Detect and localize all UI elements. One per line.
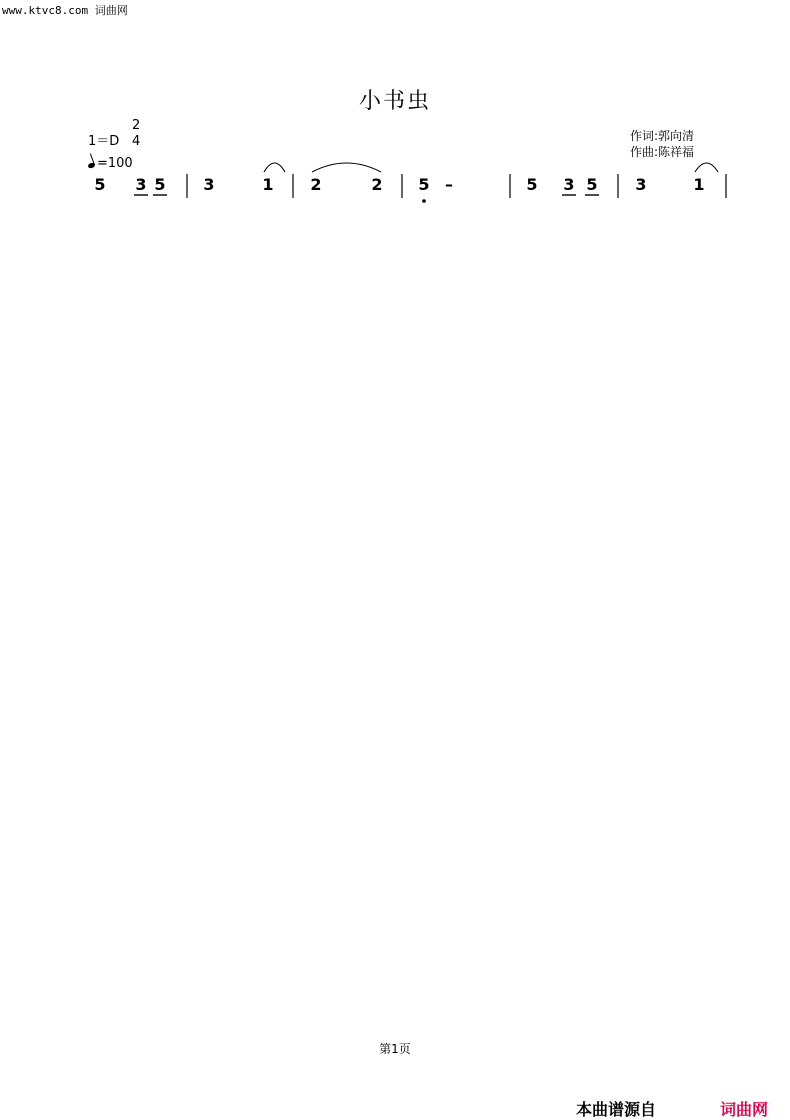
note: 2 bbox=[310, 175, 322, 194]
key-signature: 1＝D bbox=[88, 134, 120, 149]
meter-bottom: 4 bbox=[132, 134, 141, 149]
note: 3 bbox=[135, 175, 147, 194]
tempo-value: =100 bbox=[97, 156, 133, 171]
source-label: 本曲谱源自 bbox=[576, 1100, 657, 1119]
song-title: 小书虫 bbox=[358, 89, 431, 114]
page-number: 第1页 bbox=[379, 1042, 411, 1056]
dash-mark: – bbox=[445, 175, 453, 194]
note: 5 bbox=[586, 175, 598, 194]
source-brand: 词曲网 bbox=[720, 1100, 769, 1119]
note: 3 bbox=[203, 175, 215, 194]
lyricist-credit: 作词:郭向清 bbox=[630, 129, 695, 143]
slur bbox=[695, 163, 718, 172]
note: 3 bbox=[635, 175, 647, 194]
note: 2 bbox=[371, 175, 383, 194]
note: 1 bbox=[693, 175, 705, 194]
octave-dot bbox=[422, 199, 426, 203]
composer-credit: 作曲:陈祥福 bbox=[630, 145, 695, 159]
note: 5 bbox=[418, 175, 430, 194]
site-watermark: www.ktvc8.com 词曲网 bbox=[2, 4, 128, 17]
note: 5 bbox=[154, 175, 166, 194]
slur bbox=[264, 163, 285, 172]
note: 5 bbox=[94, 175, 106, 194]
note: 1 bbox=[262, 175, 274, 194]
slur bbox=[312, 163, 381, 172]
meter-top: 2 bbox=[132, 118, 141, 133]
note: 3 bbox=[563, 175, 575, 194]
note: 5 bbox=[526, 175, 538, 194]
